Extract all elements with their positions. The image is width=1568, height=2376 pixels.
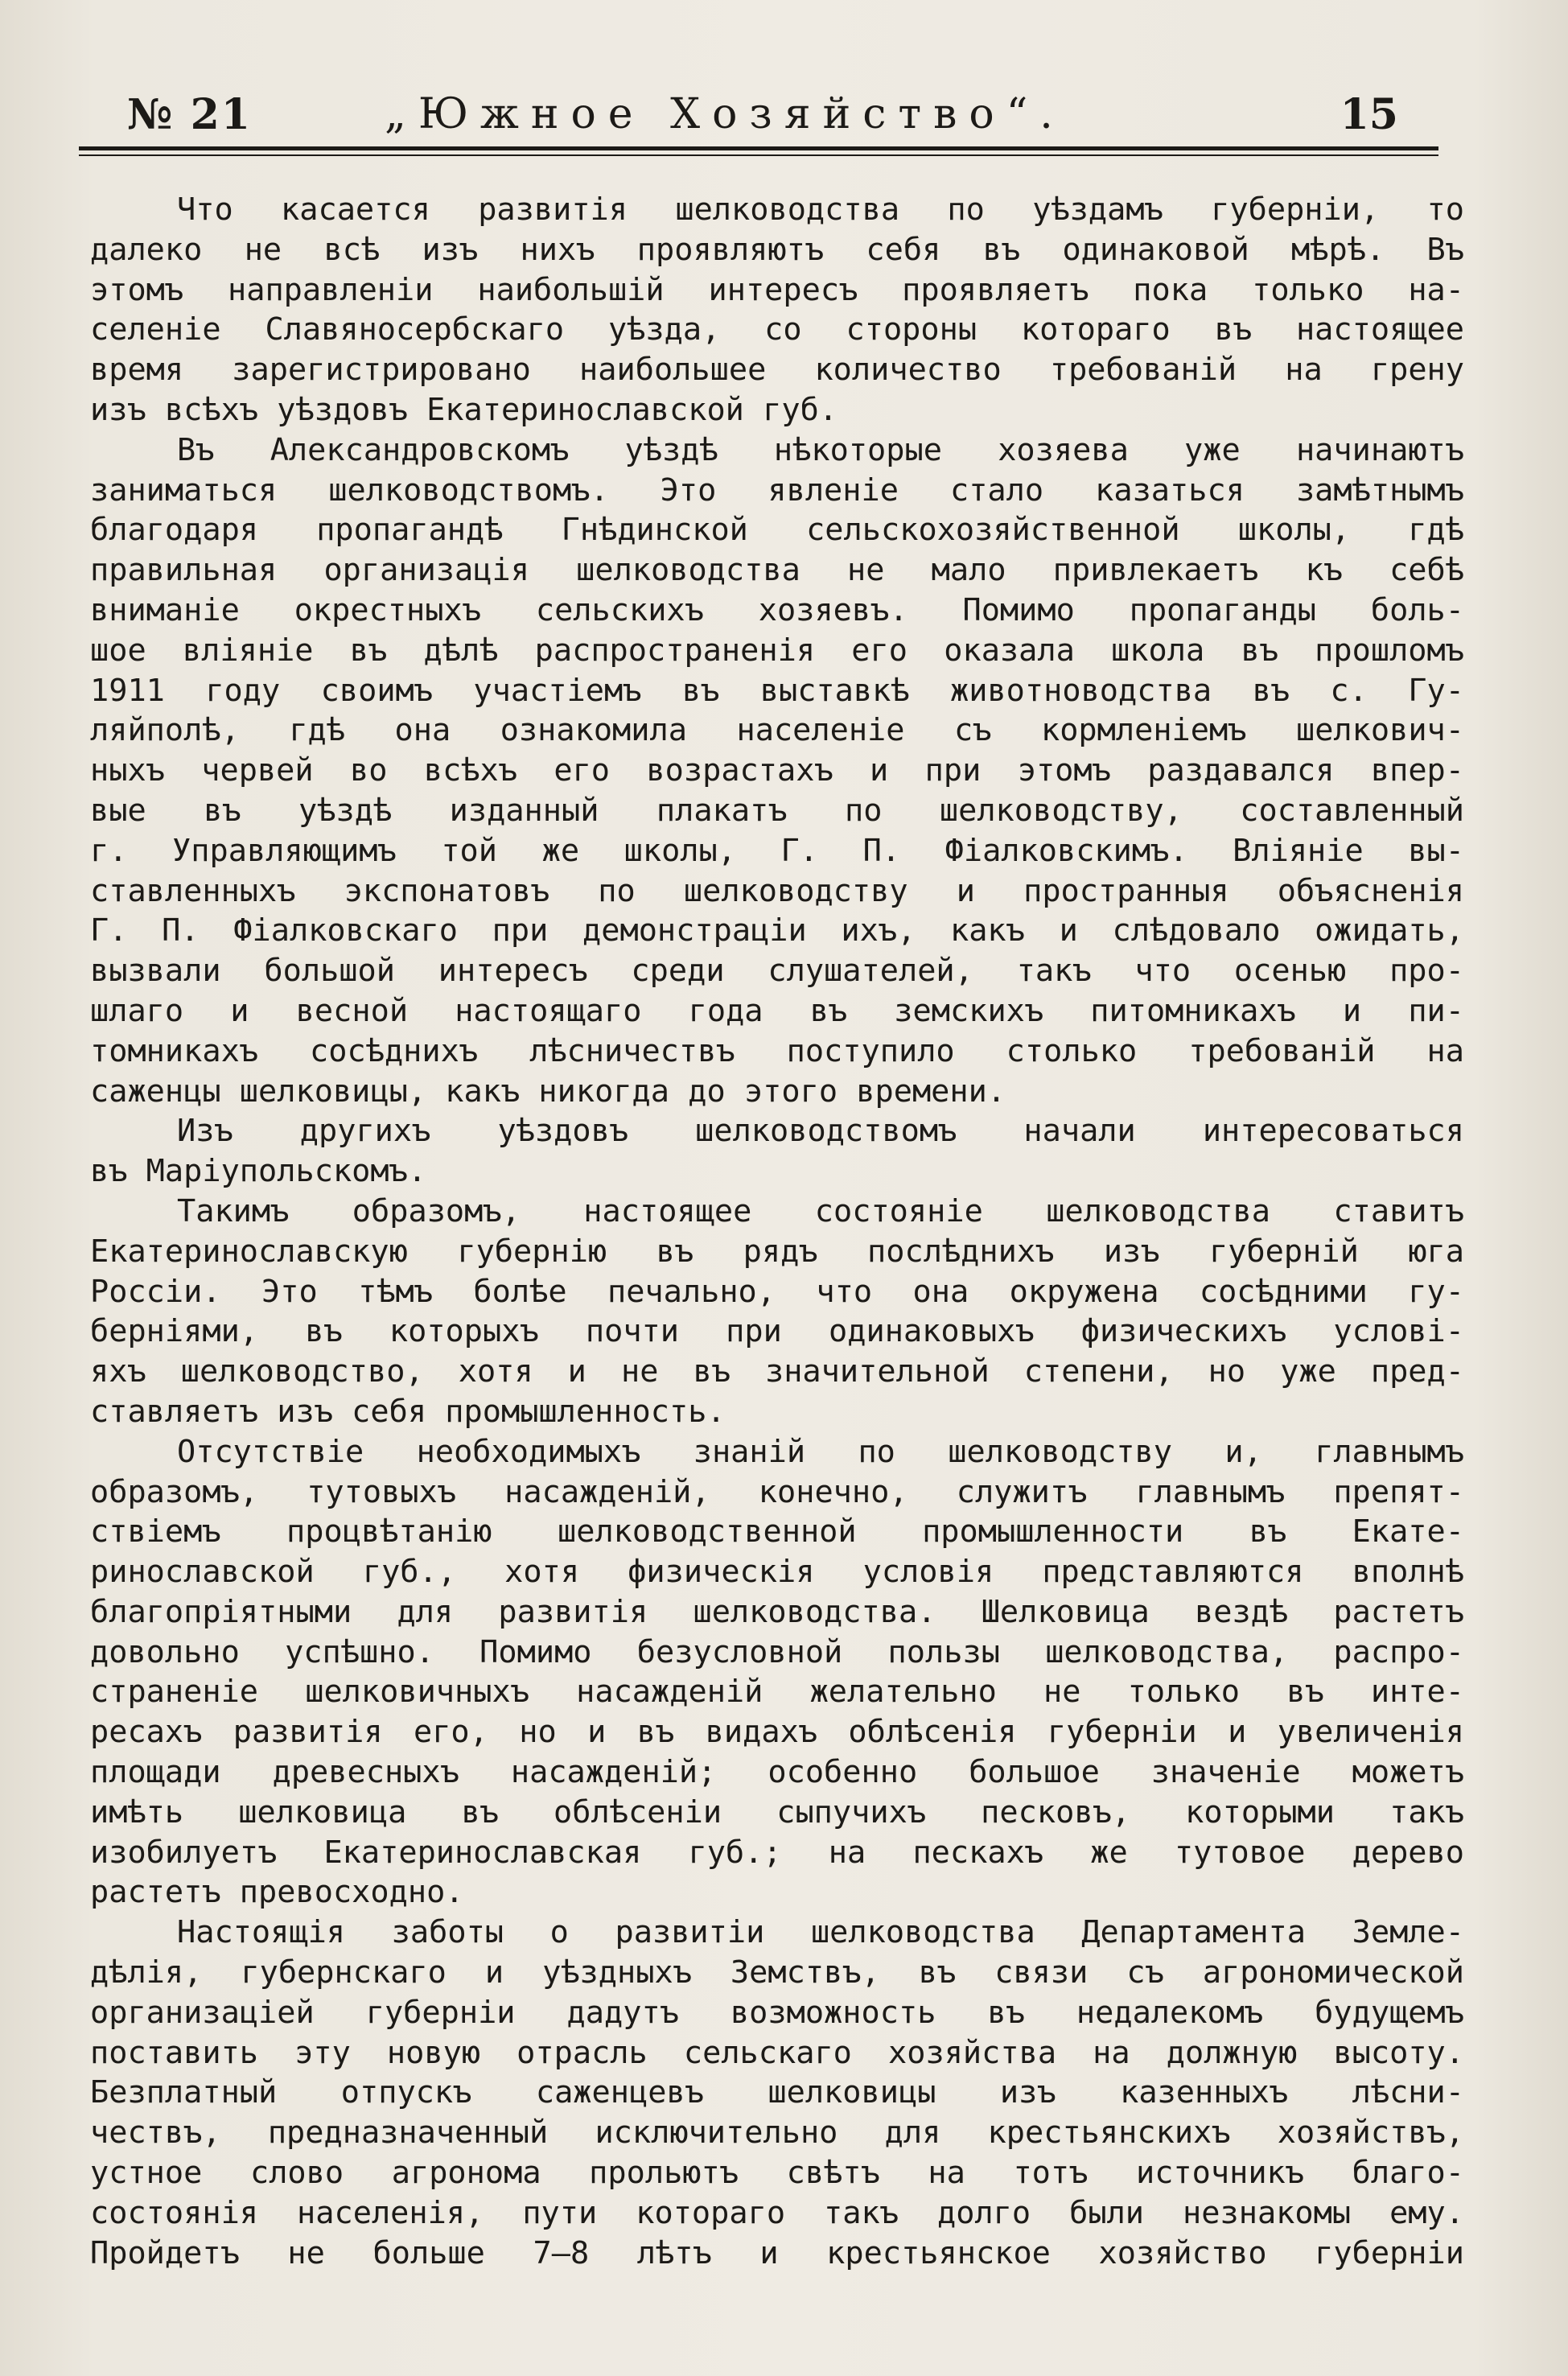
paragraph xyxy=(90,1913,1464,2273)
text-line: шое вліяніе въ дѣлѣ распространенія его оказала школа въ прошломъ xyxy=(90,632,1464,669)
text-line: благопріятными для развитія шелководства. Шелковица вездѣ растетъ xyxy=(90,1593,1464,1630)
text-line: вниманіе окрестныхъ сельскихъ хозяевъ. Помимо пропаганды боль- xyxy=(90,591,1464,628)
text-line: правильная организація шелководства не мало привлекаетъ къ себѣ xyxy=(90,552,1464,589)
paragraph xyxy=(90,1192,1464,1432)
header-rule-thin xyxy=(79,154,1438,156)
text-line: благодаря пропагандѣ Гнѣдинской сельскохозяйственной школы, гдѣ xyxy=(90,512,1464,549)
paragraph xyxy=(90,430,1464,1112)
text-line: устное слово агронома прольютъ свѣтъ на тотъ источникъ благо- xyxy=(90,2155,1464,2192)
text-line: Что касается развитія шелководства по уѣздамъ губерніи, то xyxy=(177,191,1464,228)
text-line: Такимъ образомъ, настоящее состояніе шелководства ставитъ xyxy=(177,1192,1464,1229)
paragraph xyxy=(90,1111,1464,1192)
text-line: Безплатный отпускъ саженцевъ шелковицы изъ казенныхъ лѣсни- xyxy=(90,2074,1464,2111)
text-line: Екатеринославскую губернію въ рядъ послѣднихъ изъ губерній юга xyxy=(90,1233,1464,1270)
text-line: чествъ, предназначенный исключительно для крестьянскихъ хозяйствъ, xyxy=(90,2115,1464,2152)
text-line: г. Управляющимъ той же школы, Г. П. Фіалковскимъ. Вліяніе вы- xyxy=(90,832,1464,869)
text-line: растетъ превосходно. xyxy=(90,1874,464,1911)
page-number: 15 xyxy=(1340,90,1398,139)
text-line: вызвали большой интересъ среди слушателей, такъ что осенью про- xyxy=(90,953,1464,990)
text-line: страненіе шелковичныхъ насажденій желательно не только въ инте- xyxy=(90,1674,1464,1711)
text-line: изобилуетъ Екатеринославская губ.; на пескахъ же тутовое дерево xyxy=(90,1834,1464,1871)
text-line: 1911 году своимъ участіемъ въ выставкѣ животноводства въ с. Гу- xyxy=(90,672,1464,709)
text-line: заниматься шелководствомъ. Это явленіе стало казаться замѣтнымъ xyxy=(90,471,1464,509)
paragraph xyxy=(90,190,1464,430)
article-body xyxy=(90,190,1464,2273)
text-line: берніями, въ которыхъ почти при одинаковыхъ физическихъ услові- xyxy=(90,1313,1464,1350)
text-line: яхъ шелководство, хотя и не въ значительной степени, но уже пред- xyxy=(90,1353,1464,1390)
text-line: далеко не всѣ изъ нихъ проявляютъ себя въ одинаковой мѣрѣ. Въ xyxy=(90,231,1464,268)
text-line: этомъ направленіи наибольшій интересъ проявляетъ пока только на- xyxy=(90,271,1464,308)
text-line: Пройдетъ не больше 7—8 лѣтъ и крестьянское хозяйство губерніи xyxy=(90,2234,1464,2271)
text-line: имѣть шелковица въ облѣсеніи сыпучихъ песковъ, которыми такъ xyxy=(90,1793,1464,1830)
text-line: селеніе Славяносербскаго уѣзда, со стороны котораго въ настоящее xyxy=(90,311,1464,348)
text-line: дѣлія, губернскаго и уѣздныхъ Земствъ, въ связи съ агрономической xyxy=(90,1954,1464,1991)
text-line: образомъ, тутовыхъ насажденій, конечно, служитъ главнымъ препят- xyxy=(90,1473,1464,1510)
text-line: площади древесныхъ насажденій; особенно большое значеніе можетъ xyxy=(90,1754,1464,1791)
text-line: ляйполѣ, гдѣ она ознакомила населеніе съ кормленіемъ шелкович- xyxy=(90,712,1464,749)
text-line: время зарегистрировано наибольшее количество требованій на грену xyxy=(90,352,1464,389)
text-line: поставить эту новую отрасль сельскаго хозяйства на должную высоту. xyxy=(90,2034,1464,2071)
text-line: ринославской губ., хотя физическія условія представляются вполнѣ xyxy=(90,1554,1464,1591)
text-line: ставленныхъ экспонатовъ по шелководству и пространныя объясненія xyxy=(90,872,1464,909)
text-line: состоянія населенія, пути котораго такъ долго были незнакомы ему. xyxy=(90,2194,1464,2231)
text-line: ствіемъ процвѣтанію шелководственной промышленности въ Екате- xyxy=(90,1513,1464,1550)
text-line: Г. П. Фіалковскаго при демонстраціи ихъ, какъ и слѣдовало ожидать, xyxy=(90,912,1464,949)
text-line: ныхъ червей во всѣхъ его возрастахъ и при этомъ раздавался впер- xyxy=(90,752,1464,789)
text-line: Отсутствіе необходимыхъ знаній по шелководству и, главнымъ xyxy=(177,1433,1464,1470)
text-line: изъ всѣхъ уѣздовъ Екатеринославской губ. xyxy=(90,391,838,428)
running-header xyxy=(79,90,1430,146)
text-line: саженцы шелковицы, какъ никогда до этого времени. xyxy=(90,1073,1006,1110)
text-line: въ Маріупольскомъ. xyxy=(90,1153,427,1190)
issue-number: № 21 xyxy=(127,90,252,139)
text-line: вые въ уѣздѣ изданный плакатъ по шелководству, составленный xyxy=(90,792,1464,829)
paragraph xyxy=(90,1432,1464,1913)
text-line: Настоящія заботы о развитіи шелководства Департамента Земле- xyxy=(177,1914,1464,1951)
text-line: Россіи. Это тѣмъ болѣе печально, что она окружена сосѣдними гу- xyxy=(90,1273,1464,1310)
text-line: ресахъ развитія его, но и въ видахъ облѣсенія губерніи и увеличенія xyxy=(90,1714,1464,1751)
text-line: ставляетъ изъ себя промышленность. xyxy=(90,1393,726,1430)
journal-title: „Южное Хозяйство“. xyxy=(385,90,1065,138)
text-line: томникахъ сосѣднихъ лѣсничествъ поступило столько требованій на xyxy=(90,1032,1464,1069)
header-rule-thick xyxy=(79,146,1438,150)
text-line: Въ Александровскомъ уѣздѣ нѣкоторые хозяева уже начинаютъ xyxy=(177,431,1464,468)
text-line: Изъ другихъ уѣздовъ шелководствомъ начали интересоваться xyxy=(177,1113,1464,1150)
text-line: довольно успѣшно. Помимо безусловной пользы шелководства, распро- xyxy=(90,1633,1464,1670)
text-line: организаціей губерніи дадутъ возможность въ недалекомъ будущемъ xyxy=(90,1994,1464,2031)
text-line: шлаго и весной настоящаго года въ земскихъ питомникахъ и пи- xyxy=(90,992,1464,1029)
